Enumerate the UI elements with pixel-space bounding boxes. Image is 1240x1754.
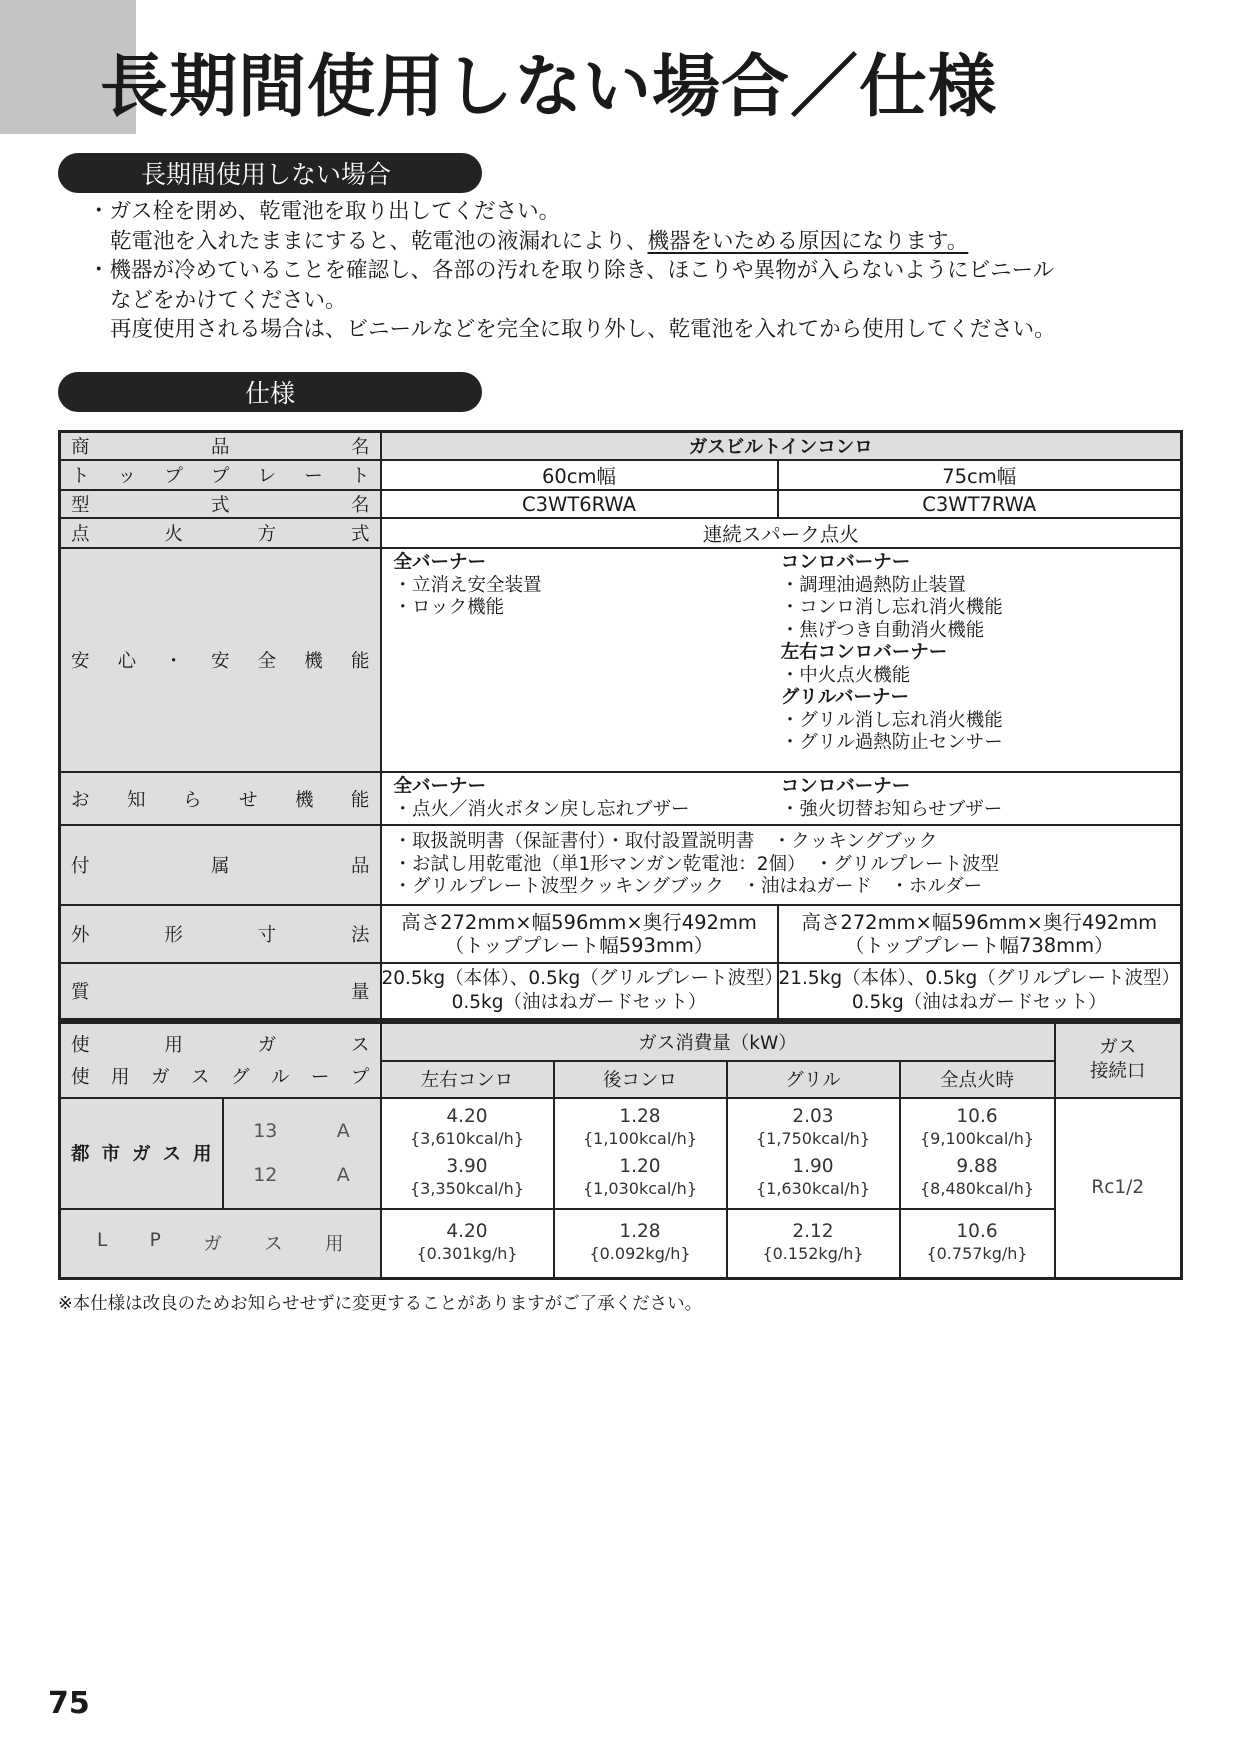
col-grill: グリル xyxy=(727,1061,900,1098)
label-char: 方 xyxy=(257,524,277,545)
label-char: ス xyxy=(264,1234,283,1256)
label-notify xyxy=(60,772,381,825)
weight-60: 20.5kg（本体）、0.5kg（グリルプレート波型） 0.5kg（油はねガードセット） xyxy=(381,963,778,1019)
label-char: 型 xyxy=(71,495,90,516)
label-dimension xyxy=(60,905,381,963)
label-char: 名 xyxy=(350,495,370,516)
section-heading-spec: 仕様 xyxy=(58,372,482,412)
label-char: 能 xyxy=(350,651,370,672)
label-char: 質 xyxy=(71,981,90,1003)
label-char: ガ xyxy=(203,1234,222,1256)
label-char: ガ xyxy=(150,1067,170,1089)
label-product xyxy=(60,432,381,461)
accessories: ・取扱説明書（保証書付）・取付設置説明書 ・クッキングブック ・お試し用乾電池（単1形マンガン乾電池：2個） ・グリルプレート波型 ・グリルプレート波型クッキングブック ・油はねガード ・ホルダー xyxy=(381,825,1182,905)
label-char: 安 xyxy=(210,651,230,672)
label-char: 名 xyxy=(350,437,370,458)
label-top-plate xyxy=(60,460,381,490)
label-char: 市 xyxy=(101,1144,120,1165)
label-char: お xyxy=(71,789,90,811)
label-char: 知 xyxy=(126,789,146,811)
label-char: ガ xyxy=(257,1035,277,1057)
label-char: プ xyxy=(350,1067,370,1089)
text-line: などをかけてください。 xyxy=(110,287,347,313)
product-name: ガスビルトインコンロ xyxy=(381,432,1182,461)
label-char: P xyxy=(149,1230,161,1252)
label-char: ス xyxy=(190,1067,210,1089)
bullet-line: ・ ガス栓を閉め、乾電池を取り出してください。 xyxy=(88,197,1056,227)
gas-consumption-table xyxy=(58,1021,1183,1280)
label-char: ス xyxy=(350,1035,370,1057)
label-char: レ xyxy=(257,466,277,487)
lp-all-burners: 10.6 {0.757kg/h} xyxy=(900,1209,1055,1279)
label-char: 用 xyxy=(164,1035,183,1057)
label-ignition xyxy=(60,518,381,548)
col-lr-konro: 左右コンロ xyxy=(381,1061,554,1098)
city-gas-groups: 13 A 12 A xyxy=(223,1098,381,1209)
label-char: プ xyxy=(210,466,230,487)
label-char: 用 xyxy=(110,1067,130,1089)
page-title: 長期間使用しない場合／仕様 xyxy=(100,48,998,127)
label-char: 量 xyxy=(350,981,370,1003)
label-char: 機 xyxy=(294,789,314,811)
label-char: 心 xyxy=(117,651,137,672)
label-char: ら xyxy=(182,789,202,811)
label-city-gas xyxy=(60,1098,223,1209)
label-char: グ xyxy=(230,1067,250,1089)
top-75: 75cm幅 xyxy=(778,460,1182,490)
label-char: 点 xyxy=(71,524,90,545)
bullet-line: ・ 機器が冷めていることを確認し、各部の汚れを取り除き、ほこりや異物が入らないようにビニール xyxy=(88,256,1056,286)
label-char: ー xyxy=(304,466,323,487)
label-char: プ xyxy=(164,466,183,487)
label-char: 機 xyxy=(304,651,323,672)
label-char: 式 xyxy=(210,495,230,516)
label-char: ス xyxy=(162,1144,181,1165)
label-char: 外 xyxy=(71,925,90,946)
ignition-value: 連続スパーク点火 xyxy=(381,518,1182,548)
safety-features: 全バーナー ・立消え安全装置 ・ロック機能 コンロバーナー ・調理油過熱防止装置 ・コンロ消し忘れ消火機能 ・焦げつき自動消火機能 左右コンロバーナー ・中火点火機能 グリルバーナー ・グリル消し忘れ消火機能 ・グリル過熱防止センサー xyxy=(381,548,1182,772)
label-char: 使 xyxy=(71,1035,90,1057)
label-char: 安 xyxy=(71,651,90,672)
label-char: 属 xyxy=(210,856,230,877)
label-char: 火 xyxy=(164,524,183,545)
storage-instructions xyxy=(88,197,1056,345)
model-75: C3WT7RWA xyxy=(778,490,1182,518)
label-accessory xyxy=(60,825,381,905)
label-char: 法 xyxy=(350,925,370,946)
top-60: 60cm幅 xyxy=(381,460,778,490)
city-rear-konro: 1.28 {1,100kcal/h} 1.20 {1,030kcal/h} xyxy=(554,1098,727,1209)
col-rear-konro: 後コンロ xyxy=(554,1061,727,1098)
lp-grill: 2.12 {0.152kg/h} xyxy=(727,1209,900,1279)
city-grill: 2.03 {1,750kcal/h} 1.90 {1,630kcal/h} xyxy=(727,1098,900,1209)
consumption-header: ガス消費量（kW） xyxy=(381,1023,1055,1061)
label-char: 使 xyxy=(71,1067,90,1089)
label-safety xyxy=(60,548,381,772)
connection-value: Rc1/2 xyxy=(1055,1098,1182,1279)
lp-lr-konro: 4.20 {0.301kg/h} xyxy=(381,1209,554,1279)
page-number: 75 xyxy=(48,1686,90,1721)
label-weight xyxy=(60,963,381,1019)
model-60: C3WT6RWA xyxy=(381,490,778,518)
label-char: ト xyxy=(71,466,90,487)
footnote: ※本仕様は改良のためお知らせせずに変更することがありますがご了承ください。 xyxy=(58,1294,703,1314)
label-char: ガ xyxy=(131,1144,151,1165)
label-lp-gas xyxy=(60,1209,381,1279)
label-char: 全 xyxy=(257,651,277,672)
label-char: 付 xyxy=(71,856,90,877)
section-heading-storage: 長期間使用しない場合 xyxy=(58,153,482,193)
weight-75: 21.5kg（本体）、0.5kg（グリルプレート波型） 0.5kg（油はねガードセット） xyxy=(778,963,1182,1019)
label-char: せ xyxy=(238,789,258,811)
label-char: 品 xyxy=(210,437,230,458)
label-char: 品 xyxy=(350,856,370,877)
label-char: 寸 xyxy=(257,925,277,946)
dimension-75: 高さ272mm×幅596mm×奥行492mm （トッププレート幅738mm） xyxy=(778,905,1182,963)
label-char: ー xyxy=(310,1067,330,1089)
label-model xyxy=(60,490,381,518)
label-char: ル xyxy=(270,1067,290,1089)
notify-features: 全バーナー ・点火／消火ボタン戻し忘れブザー コンロバーナー ・強火切替お知らせブザー xyxy=(381,772,1182,825)
city-all-burners: 10.6 {9,100kcal/h} 9.88 {8,480kcal/h} xyxy=(900,1098,1055,1209)
connection-header: ガス 接続口 xyxy=(1055,1023,1182,1098)
label-char: 形 xyxy=(164,925,183,946)
col-all-burners: 全点火時 xyxy=(900,1061,1055,1098)
label-gas-type xyxy=(60,1023,381,1098)
label-char: 能 xyxy=(350,789,370,811)
label-char: 式 xyxy=(350,524,370,545)
lp-rear-konro: 1.28 {0.092kg/h} xyxy=(554,1209,727,1279)
text-line: 乾電池を入れたままにすると、乾電池の液漏れにより、機器をいためる原因になります。 xyxy=(110,228,969,254)
label-char: ッ xyxy=(117,466,137,487)
spec-table xyxy=(58,430,1183,1021)
label-char: 用 xyxy=(192,1144,212,1165)
city-lr-konro: 4.20 {3,610kcal/h} 3.90 {3,350kcal/h} xyxy=(381,1098,554,1209)
label-char: ・ xyxy=(164,651,183,672)
label-char: 都 xyxy=(71,1144,90,1165)
dimension-60: 高さ272mm×幅596mm×奥行492mm （トッププレート幅593mm） xyxy=(381,905,778,963)
text-line: 再度使用される場合は、ビニールなどを完全に取り外し、乾電池を入れてから使用してください。 xyxy=(110,317,1056,342)
label-char: L xyxy=(97,1230,108,1252)
label-char: 用 xyxy=(324,1234,344,1256)
label-char: ト xyxy=(350,466,370,487)
label-char: 商 xyxy=(71,437,90,458)
